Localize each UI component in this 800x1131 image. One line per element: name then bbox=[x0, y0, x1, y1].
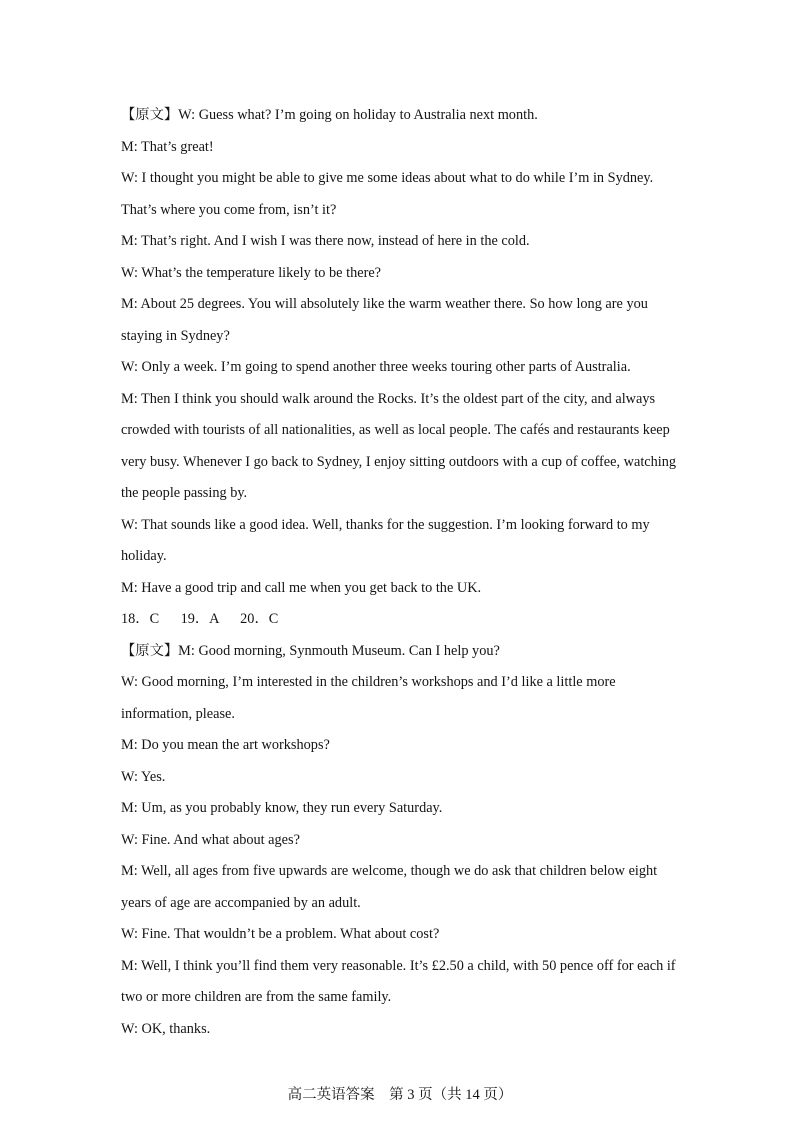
transcript-line: W: Yes. bbox=[121, 768, 166, 785]
page-content bbox=[121, 100, 681, 1045]
transcript-line: M: Have a good trip and call me when you get back to the UK. bbox=[121, 579, 482, 596]
transcript-line: 【原文】W: Guess what? I’m going on holiday to Australia next month. bbox=[121, 107, 538, 123]
transcript-line: information, please. bbox=[121, 705, 235, 722]
transcript-line: 【原文】M: Good morning, Synmouth Museum. Can I help you? bbox=[121, 642, 500, 659]
transcript-line: W: Good morning, I’m interested in the children’s workshops and I’d like a little more bbox=[121, 674, 616, 690]
transcript-line: very busy. Whenever I go back to Sydney, I enjoy sitting outdoors with a cup of coffee, watching bbox=[121, 453, 677, 470]
transcript-line: M: That’s right. And I wish I was there now, instead of here in the cold. bbox=[121, 233, 530, 249]
transcript-line: W: Fine. And what about ages? bbox=[121, 831, 300, 848]
transcript-line: W: Only a week. I’m going to spend another three weeks touring other parts of Australia. bbox=[121, 359, 631, 375]
transcript-line: M: Um, as you probably know, they run every Saturday. bbox=[121, 800, 443, 816]
transcript-line: W: I thought you might be able to give me some ideas about what to do while I’m in Sydney. bbox=[121, 170, 654, 186]
transcript-line: staying in Sydney? bbox=[121, 327, 230, 344]
transcript-line: M: Then I think you should walk around the Rocks. It’s the oldest part of the city, and always bbox=[121, 390, 656, 407]
transcript-line: W: OK, thanks. bbox=[121, 1020, 211, 1037]
transcript-line: M: About 25 degrees. You will absolutely like the warm weather there. So how long are you bbox=[121, 296, 648, 312]
transcript-line: That’s where you come from, isn’t it? bbox=[121, 201, 337, 218]
transcript-line: M: Well, I think you’ll find them very reasonable. It’s £2.50 a child, with 50 pence off for each if bbox=[121, 957, 676, 974]
transcript-line: years of age are accompanied by an adult. bbox=[121, 894, 361, 911]
transcript-2 bbox=[121, 636, 681, 1046]
transcript-line: W: What’s the temperature likely to be there? bbox=[121, 264, 382, 281]
transcript-line: M: That’s great! bbox=[121, 138, 214, 155]
transcript-line: W: That sounds like a good idea. Well, thanks for the suggestion. I’m looking forward to my bbox=[121, 516, 650, 533]
transcript-line: two or more children are from the same family. bbox=[121, 989, 392, 1005]
transcript-line: holiday. bbox=[121, 548, 167, 564]
transcript-line: M: Do you mean the art workshops? bbox=[121, 737, 330, 753]
transcript-line: crowded with tourists of all nationalities, as well as local people. The cafés and restaurants keep bbox=[121, 422, 670, 438]
transcript-line: W: Fine. That wouldn’t be a problem. What about cost? bbox=[121, 926, 440, 942]
transcript-line: M: Well, all ages from five upwards are welcome, though we do ask that children below eight bbox=[121, 863, 658, 879]
answer-key-line: 18．C 19．A 20．C bbox=[121, 611, 279, 627]
page-footer: 高二英语答案 第 3 页（共 14 页） bbox=[287, 1087, 513, 1103]
transcript-line: the people passing by. bbox=[121, 485, 248, 501]
transcript-1 bbox=[121, 100, 681, 604]
